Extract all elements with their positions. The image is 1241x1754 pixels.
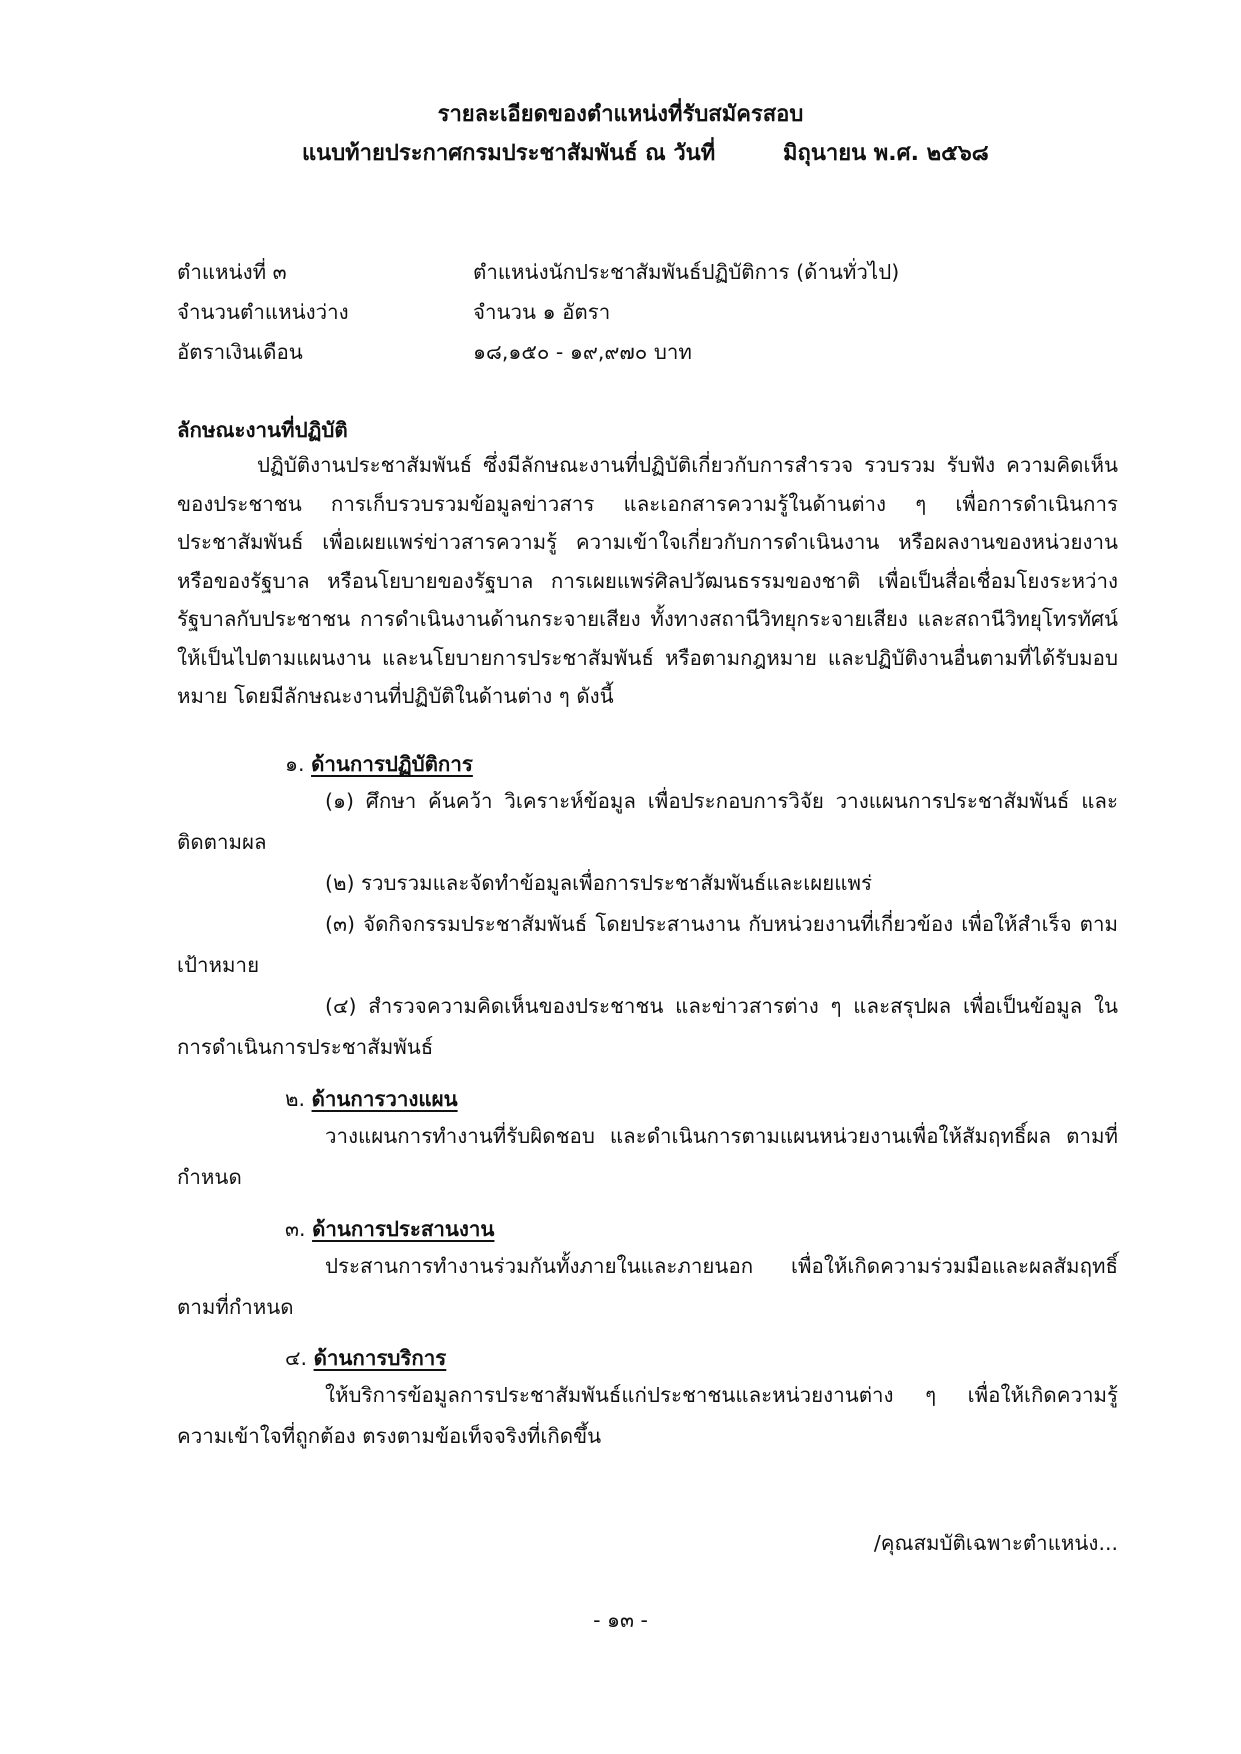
section-2-title: ด้านการวางแผน <box>311 1087 458 1111</box>
section-3-item-1 <box>177 1246 1118 1328</box>
vacancy-count-label: จำนวนตำแหน่งว่าง <box>177 300 349 324</box>
section-1-item-1-text: (๑) ศึกษา ค้นคว้า วิเคราะห์ข้อมูล เพื่อประกอบการวิจัย วางแผนการประชาสัมพันธ์ และติดตามผล <box>177 789 1118 854</box>
position-name-value: ตำแหน่งนักประชาสัมพันธ์ปฏิบัติการ (ด้านทั่วไป) <box>473 260 900 284</box>
section-1-item-3-text: (๓) จัดกิจกรรมประชาสัมพันธ์ โดยประสานงาน กับหน่วยงานที่เกี่ยวข้อง เพื่อให้สำเร็จ ตามเป้าหมาย <box>177 912 1118 977</box>
section-1-heading <box>285 748 473 781</box>
section-1-item-1 <box>177 781 1118 863</box>
section-4-item-1 <box>177 1375 1118 1457</box>
vacancy-count-value: จำนวน ๑ อัตรา <box>473 300 611 324</box>
position-number-label: ตำแหน่งที่ ๓ <box>177 260 287 284</box>
section-1-title: ด้านการปฏิบัติการ <box>311 752 473 776</box>
section-3-item-1-text: ประสานการทำงานร่วมกันทั้งภายในและภายนอก เพื่อให้เกิดความร่วมมือและผลสัมฤทธิ์ ตามที่กำหนด <box>177 1254 1118 1319</box>
job-description-heading: ลักษณะงานที่ปฏิบัติ <box>177 418 348 442</box>
announcement-date-label: แนบท้ายประกาศกรมประชาสัมพันธ์ ณ วันที่ <box>302 141 716 166</box>
section-3-title: ด้านการประสานงาน <box>312 1217 495 1241</box>
section-1-item-2 <box>177 863 1118 904</box>
section-4-heading <box>285 1342 446 1375</box>
continuation-note: /คุณสมบัติเฉพาะตำแหน่ง... <box>873 1531 1118 1555</box>
section-4-item-1-text: ให้บริการข้อมูลการประชาสัมพันธ์แก่ประชาชนและหน่วยงานต่าง ๆ เพื่อให้เกิดความรู้ ความเข้าใจที่ถูกต้อง ตรงตามข้อเท็จจริงที่เกิดขึ้น <box>177 1383 1118 1448</box>
section-2-heading <box>285 1083 458 1116</box>
section-1-item-4-text: (๔) สำรวจความคิดเห็นของประชาชน และข่าวสารต่าง ๆ และสรุปผล เพื่อเป็นข้อมูล ในการดำเนินการประชาสัมพันธ์ <box>177 994 1118 1059</box>
section-1-item-3 <box>177 904 1118 986</box>
page-number: - ๑๓ - <box>593 1608 648 1632</box>
section-1-item-2-text: (๒) รวบรวมและจัดทำข้อมูลเพื่อการประชาสัมพันธ์และเผยแพร่ <box>325 871 872 895</box>
job-description-text: ปฏิบัติงานประชาสัมพันธ์ ซึ่งมีลักษณะงานที่ปฏิบัติเกี่ยวกับการสำรวจ รวบรวม รับฟัง ความคิดเห็นของประชาชน การเก็บรวบรวมข้อมูลข่าวสาร และเอกสารความรู้ในด้านต่าง ๆ เพื่อการดำเนินการประชาสัมพันธ์ เพื่อเผยแพร่ข่าวสารความรู้ ความเข้าใจเกี่ยวกับการดำเนินงาน หรือผลงานของหน่วยงาน หรือของรัฐบาล หรือนโยบายของรัฐบาล การเผยแพร่ศิลปวัฒนธรรมของชาติ เพื่อเป็นสื่อเชื่อมโยงระหว่างรัฐบาลกับประชาชน การดำเนินงานด้านกระจายเสียง ทั้งทางสถานีวิทยุกระจายเสียง และสถานีวิทยุโทรทัศน์ ให้เป็นไปตามแผนงาน และนโยบายการประชาสัมพันธ์ หรือตามกฎหมาย และปฏิบัติงานอื่นตามที่ได้รับมอบหมาย โดยมีลักษณะงานที่ปฏิบัติในด้านต่าง ๆ ดังนี้ <box>177 453 1118 708</box>
section-1-number: ๑. <box>285 752 305 776</box>
job-description-paragraph <box>177 446 1118 716</box>
section-4-number: ๔. <box>285 1346 308 1370</box>
announcement-month-year: มิถุนายน พ.ศ. ๒๕๖๘ <box>783 141 989 166</box>
section-4-title: ด้านการบริการ <box>313 1346 447 1370</box>
document-title: รายละเอียดของตำแหน่งที่รับสมัครสอบ <box>437 102 804 127</box>
section-3-number: ๓. <box>285 1217 306 1241</box>
section-2-number: ๒. <box>285 1087 306 1111</box>
salary-label: อัตราเงินเดือน <box>177 340 303 364</box>
section-3-heading <box>285 1213 494 1246</box>
section-2-item-1 <box>177 1116 1118 1198</box>
section-1-item-4 <box>177 986 1118 1068</box>
salary-value: ๑๘,๑๕๐ - ๑๙,๙๗๐ บาท <box>473 340 692 364</box>
section-2-item-1-text: วางแผนการทำงานที่รับผิดชอบ และดำเนินการตามแผนหน่วยงานเพื่อให้สัมฤทธิ์ผล ตามที่กำหนด <box>177 1124 1118 1189</box>
